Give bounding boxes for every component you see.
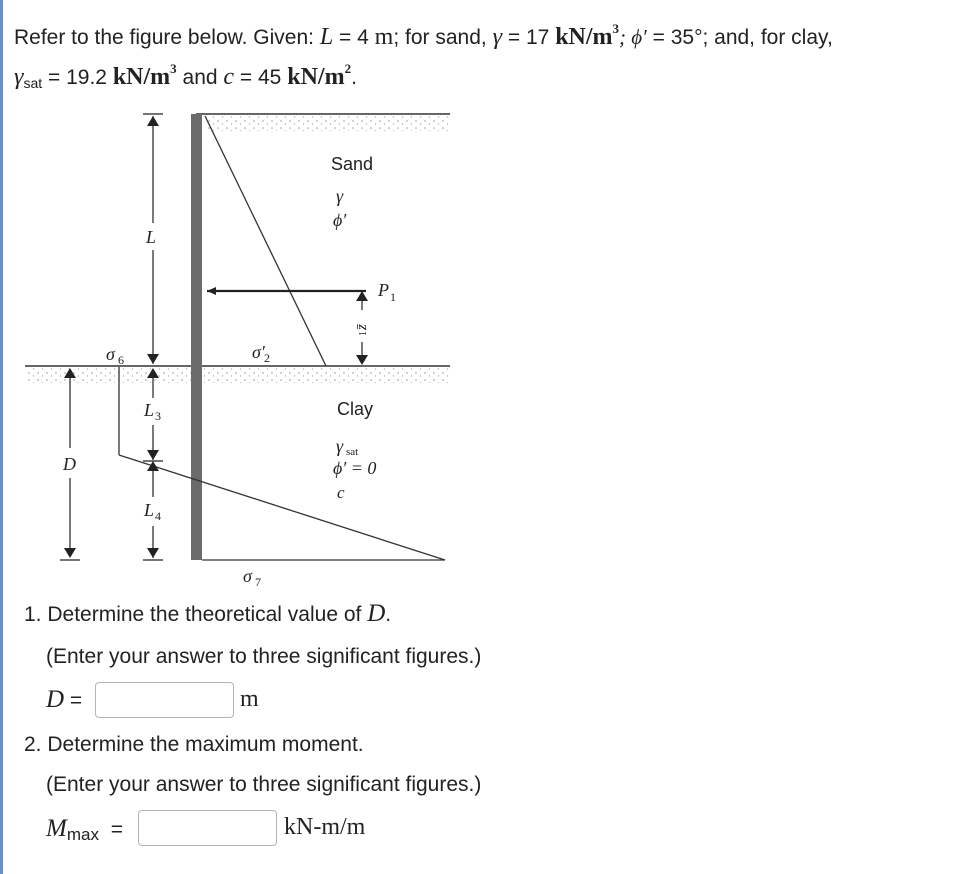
- sigma7-subscript: 7: [255, 575, 261, 589]
- q1-unit: m: [240, 686, 259, 712]
- D-label: D: [63, 454, 76, 474]
- q2-instruction: (Enter your answer to three significant figures.): [46, 773, 482, 796]
- q1-answer-input[interactable]: [95, 682, 234, 718]
- gamma-unit-exp: 3: [612, 21, 620, 36]
- clay-gamma-sat-subscript: sat: [346, 446, 359, 458]
- q2-var-subscript: max: [66, 825, 99, 844]
- sigma2-label: σ′: [252, 342, 265, 362]
- q1-equals: =: [69, 689, 83, 712]
- gamma-sat-subscript: sat: [23, 75, 43, 91]
- gamma-sat-symbol: γ: [14, 64, 24, 90]
- sigma7-label: σ: [243, 566, 252, 586]
- sheet-pile-wall: [191, 114, 202, 560]
- L-unit: m: [374, 24, 394, 50]
- clay-label: Clay: [337, 399, 374, 419]
- gamma-sat-unit-exp: 3: [170, 61, 177, 76]
- q1-prompt-end: .: [385, 603, 392, 626]
- sand-phi-label: ϕ′: [333, 210, 347, 230]
- gamma-unit: kN/m: [555, 24, 613, 50]
- q2-answer-input[interactable]: [138, 810, 277, 846]
- L-value: = 4: [339, 26, 369, 49]
- z1-subscript: 1: [358, 331, 369, 336]
- q1-var-symbol: D: [46, 686, 65, 713]
- L3-subscript: 3: [155, 409, 161, 423]
- clay-phi-label: ϕ′ = 0: [333, 458, 377, 478]
- q1-instruction: (Enter your answer to three significant figures.): [46, 645, 482, 668]
- clay-text: ; and, for clay,: [702, 26, 833, 49]
- L-symbol: L: [319, 24, 334, 50]
- gamma-value: = 17: [507, 26, 550, 49]
- sand-gamma-label: γ: [336, 186, 344, 206]
- q1-prompt-text: 1. Determine the theoretical value of: [24, 603, 362, 626]
- sigma6-subscript: 6: [118, 353, 124, 367]
- sand-text: ; for sand,: [393, 26, 487, 49]
- c-symbol: c: [223, 64, 235, 90]
- q1-prompt-symbol: D: [367, 600, 386, 627]
- c-value: = 45: [239, 66, 282, 89]
- active-pressure-line: [205, 116, 326, 366]
- sand-label: Sand: [331, 154, 374, 174]
- q2-prompt: 2. Determine the maximum moment.: [24, 733, 364, 756]
- clay-c-label: c: [337, 483, 345, 502]
- q1-variable-label: [46, 686, 82, 714]
- q1-prompt: [24, 600, 391, 628]
- gamma-sat-value: = 19.2: [48, 66, 107, 89]
- clay-gamma-sat-label: γ: [336, 436, 344, 456]
- intro-text: Refer to the figure below. Given:: [14, 26, 314, 49]
- q2-var-symbol: M: [46, 815, 67, 842]
- gamma-symbol: γ: [492, 24, 503, 50]
- q2-equals: =: [110, 818, 124, 841]
- L4-label: L: [144, 500, 155, 520]
- sigma2-subscript: 2: [264, 351, 270, 365]
- L4-subscript: 4: [155, 509, 161, 523]
- P1-label: P: [378, 280, 389, 300]
- and-text: and: [182, 66, 218, 89]
- c-unit-exp: 2: [344, 61, 352, 76]
- z1-label: z̄: [354, 324, 370, 330]
- P1-subscript: 1: [390, 290, 396, 304]
- sigma6-label: σ: [106, 344, 115, 364]
- clay-pressure-diagram: [119, 367, 445, 560]
- L-label: L: [146, 227, 157, 247]
- gamma-sat-unit: kN/m: [112, 64, 171, 90]
- c-unit: kN/m: [287, 64, 345, 90]
- phi-symbol: ; ϕ′: [619, 25, 647, 49]
- water-table-line: [25, 366, 450, 383]
- L3-label: L: [144, 400, 155, 420]
- c-end: .: [351, 66, 357, 89]
- q2-unit: kN-m/m: [284, 814, 366, 840]
- phi-value: = 35°: [652, 26, 703, 49]
- top-ground-surface: [196, 114, 450, 131]
- q2-variable-label: [46, 815, 123, 845]
